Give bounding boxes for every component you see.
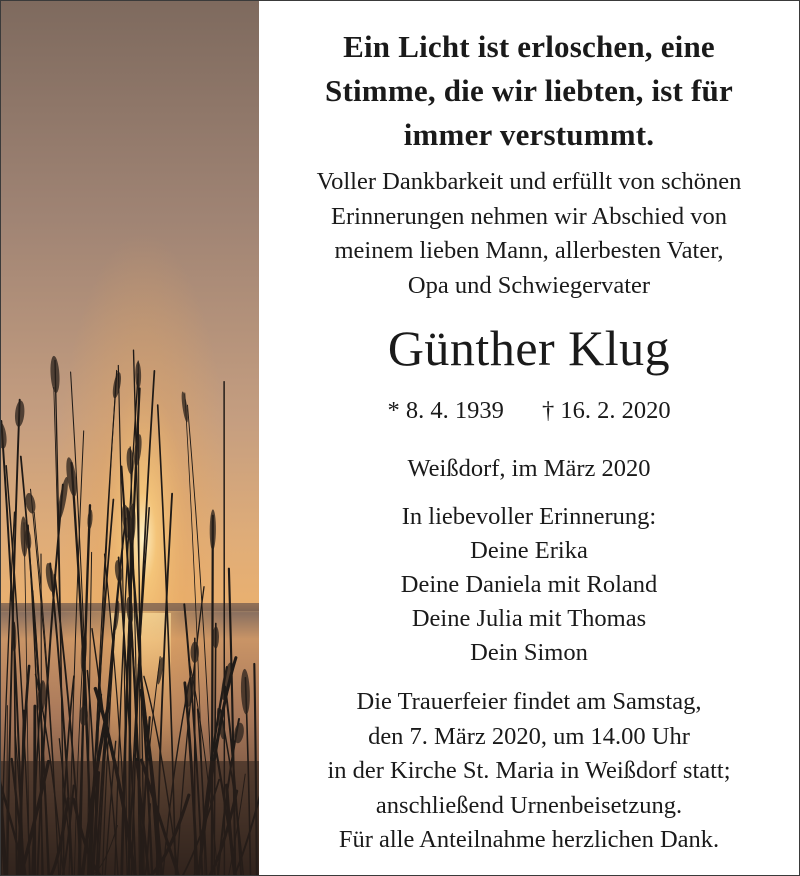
- mourner-line: Deine Erika: [470, 537, 588, 564]
- birth-star-icon: *: [387, 397, 400, 424]
- birth-date-value: 8. 4. 1939: [405, 397, 504, 424]
- funeral-line: den 7. März 2020, um 14.00 Uhr: [368, 722, 690, 750]
- notice-text-column: [259, 1, 799, 875]
- funeral-line: Die Trauerfeier findet am Samstag,: [356, 688, 702, 715]
- headline: [259, 25, 799, 157]
- life-dates: [259, 394, 799, 428]
- sunset-reeds-graphic: [1, 1, 259, 875]
- sunset-reeds-image: [1, 1, 259, 875]
- funeral-line: anschließend Urnenbeisetzung.: [375, 791, 683, 819]
- funeral-info: [259, 685, 799, 858]
- headline-line: immer verstummt.: [403, 117, 655, 152]
- intro-text: [259, 165, 799, 303]
- death-date: [542, 394, 671, 428]
- mourner-line: In liebevoller Erinnerung:: [401, 503, 657, 530]
- mourners-list: [259, 500, 799, 670]
- mourner-line: Dein Simon: [470, 639, 588, 666]
- headline-line: Stimme, die wir liebten, ist für: [325, 73, 733, 108]
- mourner-line: Deine Daniela mit Roland: [400, 571, 658, 598]
- funeral-line: Für alle Anteilnahme herzlichen Dank.: [338, 826, 720, 853]
- intro-line: Opa und Schwiegervater: [407, 271, 651, 299]
- intro-line: Voller Dankbarkeit und erfüllt von schönen: [316, 168, 742, 195]
- deceased-name: Günther Klug: [387, 320, 671, 376]
- place-date: Weißdorf, im März 2020: [407, 455, 651, 482]
- death-cross-icon: †: [541, 397, 555, 424]
- intro-line: Erinnerungen nehmen wir Abschied von: [331, 202, 727, 230]
- death-date-value: 16. 2. 2020: [560, 397, 671, 424]
- birth-date: [387, 394, 503, 428]
- reed-plume: [191, 642, 199, 663]
- funeral-line: in der Kirche St. Maria in Weißdorf statt;: [327, 757, 731, 784]
- intro-line: meinem lieben Mann, allerbesten Vater,: [334, 237, 724, 264]
- headline-line: Ein Licht ist erloschen, eine: [343, 29, 715, 64]
- mourner-line: Deine Julia mit Thomas: [411, 605, 647, 632]
